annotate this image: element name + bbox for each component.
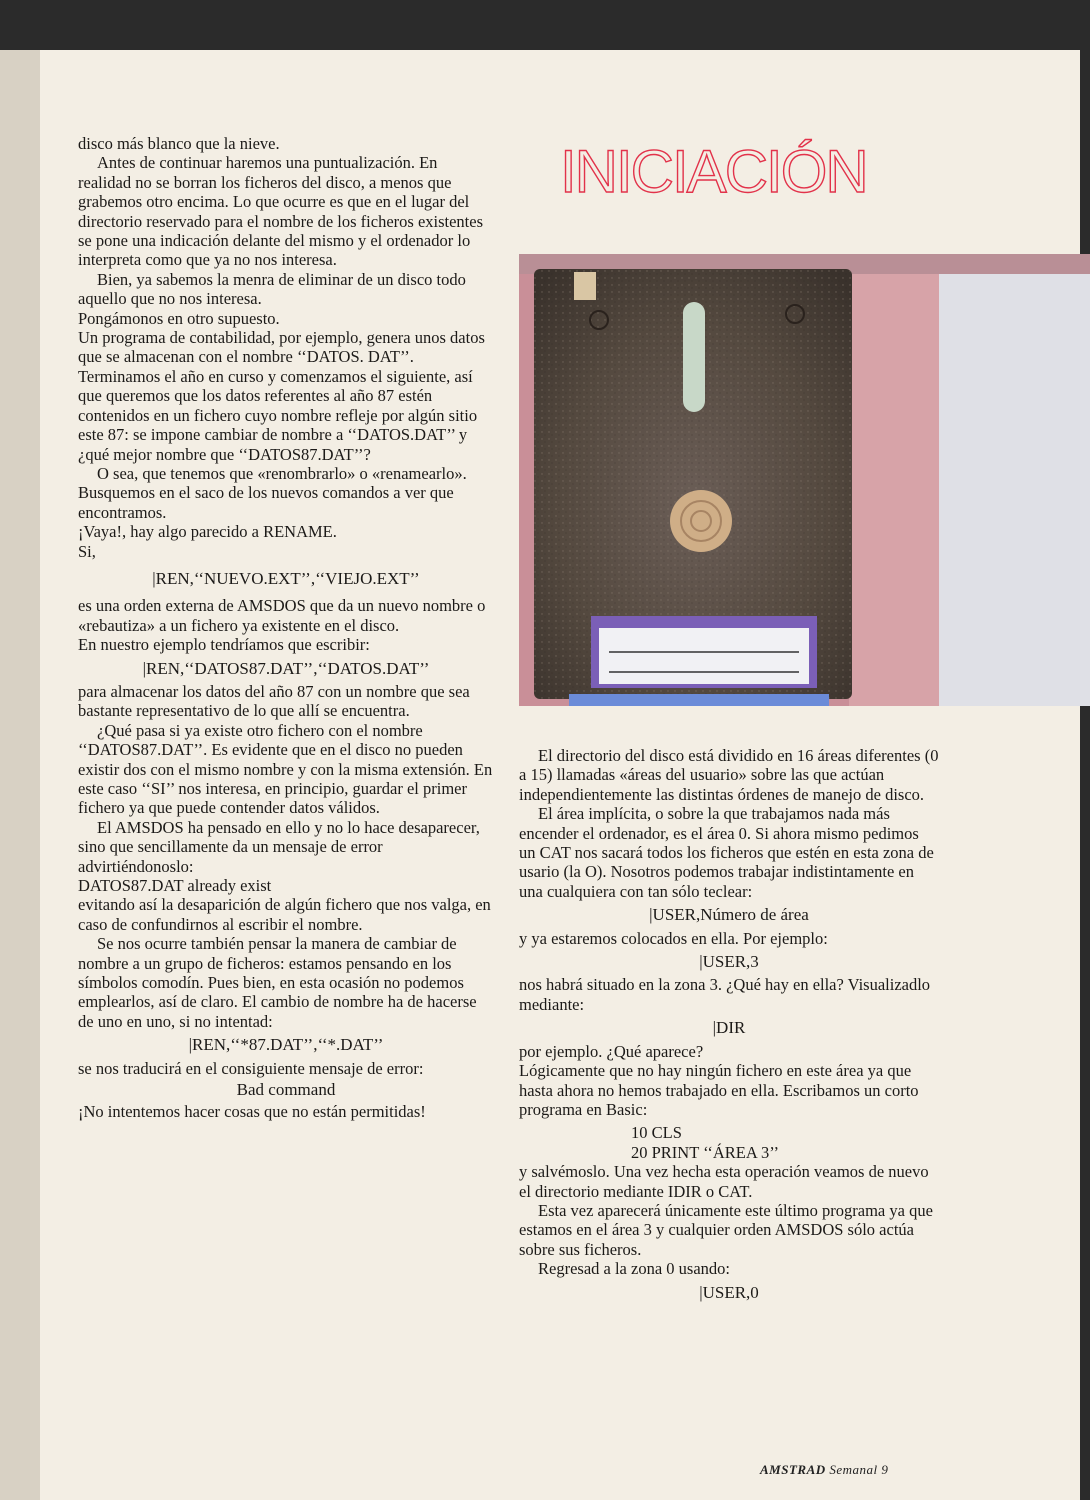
paragraph: ¡Vaya!, hay algo parecido a RENAME.	[78, 522, 337, 542]
paragraph: es una orden externa de AMSDOS que da un nuevo nombre o «rebautiza» a un fichero ya existente en el disco.	[78, 596, 486, 635]
section-title: INICIACIÓN	[560, 138, 867, 205]
paragraph: Si,	[78, 541, 96, 561]
magazine-subtitle: Semanal	[829, 1462, 878, 1477]
paragraph: En nuestro ejemplo tendríamos que escribir:	[78, 635, 370, 655]
command-line: |DIR	[712, 1018, 746, 1038]
paragraph: Se nos ocurre también pensar la manera de cambiar de nombre a un grupo de ficheros: estamos pensando en los símbolos comodín. Pues bien, en esta ocasión no podemos emplearlos, así de claro. El cambio de nombre ha de hacerse de uno en uno, si no intentad:	[78, 934, 477, 1031]
paragraph: Pongámonos en otro supuesto.	[78, 308, 280, 328]
floppy-disk-illustration	[519, 254, 1090, 706]
paragraph: ¿Qué pasa si ya existe otro fichero con el nombre ‘‘DATOS87.DAT’’. Es evidente que en el disco no pueden existir dos con el mismo nombre y con la misma extensión. En este caso ‘‘SI’’ nos interesa, en principio, guardar el primer fichero ya que puede contender datos válidos.	[78, 720, 493, 818]
command-line: |REN,‘‘NUEVO.EXT’’,‘‘VIEJO.EXT’’	[152, 568, 420, 588]
paragraph: y salvémoslo. Una vez hecha esta operación veamos de nuevo el directorio mediante IDIR o CAT.	[519, 1162, 929, 1201]
paragraph: por ejemplo. ¿Qué aparece?	[519, 1041, 704, 1061]
paragraph: y ya estaremos colocados en ella. Por ejemplo:	[519, 928, 828, 948]
paragraph: disco más blanco que la nieve.	[78, 134, 280, 153]
paragraph: Un programa de contabilidad, por ejemplo, genera unos datos que se almacenan con el nombre ‘‘DATOS. DAT’’. Terminamos el año en curso y comenzamos el siguiente, así que queremos que los datos referentes al año 87 estén contenidos en un fichero cuyo nombre refleje por algún sitio este 87: se impone cambiar de nombre a ‘‘DATOS.DAT’’ y ¿qué mejor nombre que ‘‘DATOS87.DAT’’?	[78, 328, 485, 464]
command-line: |USER,3	[699, 952, 759, 972]
paragraph: nos habrá situado en la zona 3. ¿Qué hay en ella? Visualizadlo mediante:	[519, 975, 931, 1014]
paragraph: El AMSDOS ha pensado en ello y no lo hace desaparecer, sino que sencillamente da un mensaje de error advirtiéndonoslo:	[78, 817, 480, 876]
paragraph: El directorio del disco está dividido en 16 áreas diferentes (0 a 15) llamadas «áreas del usuario» sobre las que actúan independientemente las distintas órdenes de manejo de disco.	[519, 746, 939, 804]
magazine-name: AMSTRAD	[760, 1462, 826, 1477]
paragraph: evitando así la desaparición de algún fichero que nos valga, en caso de confundirnos al escribir el nombre.	[78, 895, 491, 934]
page-edge	[0, 50, 40, 1500]
code-line: 10 CLS	[631, 1123, 682, 1143]
floppy-disk-photo	[519, 254, 1090, 706]
error-message: Bad command	[236, 1080, 336, 1100]
paragraph: DATOS87.DAT already exist	[78, 876, 272, 896]
command-line: |REN,‘‘*87.DAT’’,‘‘*.DAT’’	[188, 1035, 384, 1055]
code-line: 20 PRINT ‘‘ÁREA 3’’	[631, 1142, 780, 1162]
right-column	[519, 746, 939, 1306]
paragraph: Esta vez aparecerá únicamente este último programa ya que estamos en el área 3 y cualquier orden AMSDOS sólo actúa sobre sus ficheros.	[519, 1200, 933, 1259]
paragraph: Regresad a la zona 0 usando:	[538, 1259, 730, 1279]
paragraph: Antes de continuar haremos una puntualización. En realidad no se borran los ficheros del disco, a menos que grabemos otro encima. Lo que ocurre es que en el lugar del directorio reservado para el nombre de los ficheros existentes se pone una indicación delante del mismo y el ordenador lo interpreta como que ya no nos interesa.	[78, 153, 484, 270]
paragraph: se nos traducirá en el consiguiente mensaje de error:	[78, 1058, 424, 1078]
paragraph: Bien, ya sabemos la menra de eliminar de un disco todo aquello que no nos interesa.	[78, 269, 466, 309]
left-column	[78, 134, 494, 1121]
paragraph: para almacenar los datos del año 87 con un nombre que sea bastante representativo de lo que allí se encuentra.	[78, 681, 470, 721]
paragraph: Lógicamente que no hay ningún fichero en este área ya que hasta ahora no hemos trabajado en ella. Escribamos un corto programa en Basic:	[519, 1061, 919, 1119]
page-footer	[760, 1462, 888, 1478]
paragraph: O sea, que tenemos que «renombrarlo» o «renamearlo». Busquemos en el saco de los nuevos comandos a ver que encontramos.	[78, 463, 467, 522]
paragraph: ¡No intentemos hacer cosas que no están permitidas!	[78, 1101, 426, 1121]
paragraph: El área implícita, o sobre la que trabajamos nada más encender el ordenador, es el área 0. Si ahora mismo pedimos un CAT nos sacará todos los ficheros que estén en esta zona de usario (la O). Nosotros podemos trabajar indistintamente en una cualquiera con tan sólo teclear:	[519, 804, 934, 901]
command-line: |REN,‘‘DATOS87.DAT’’,‘‘DATOS.DAT’’	[142, 658, 430, 678]
page-number: 9	[881, 1462, 889, 1477]
command-line: |USER,Número de área	[649, 905, 809, 925]
command-line: |USER,0	[699, 1282, 759, 1302]
